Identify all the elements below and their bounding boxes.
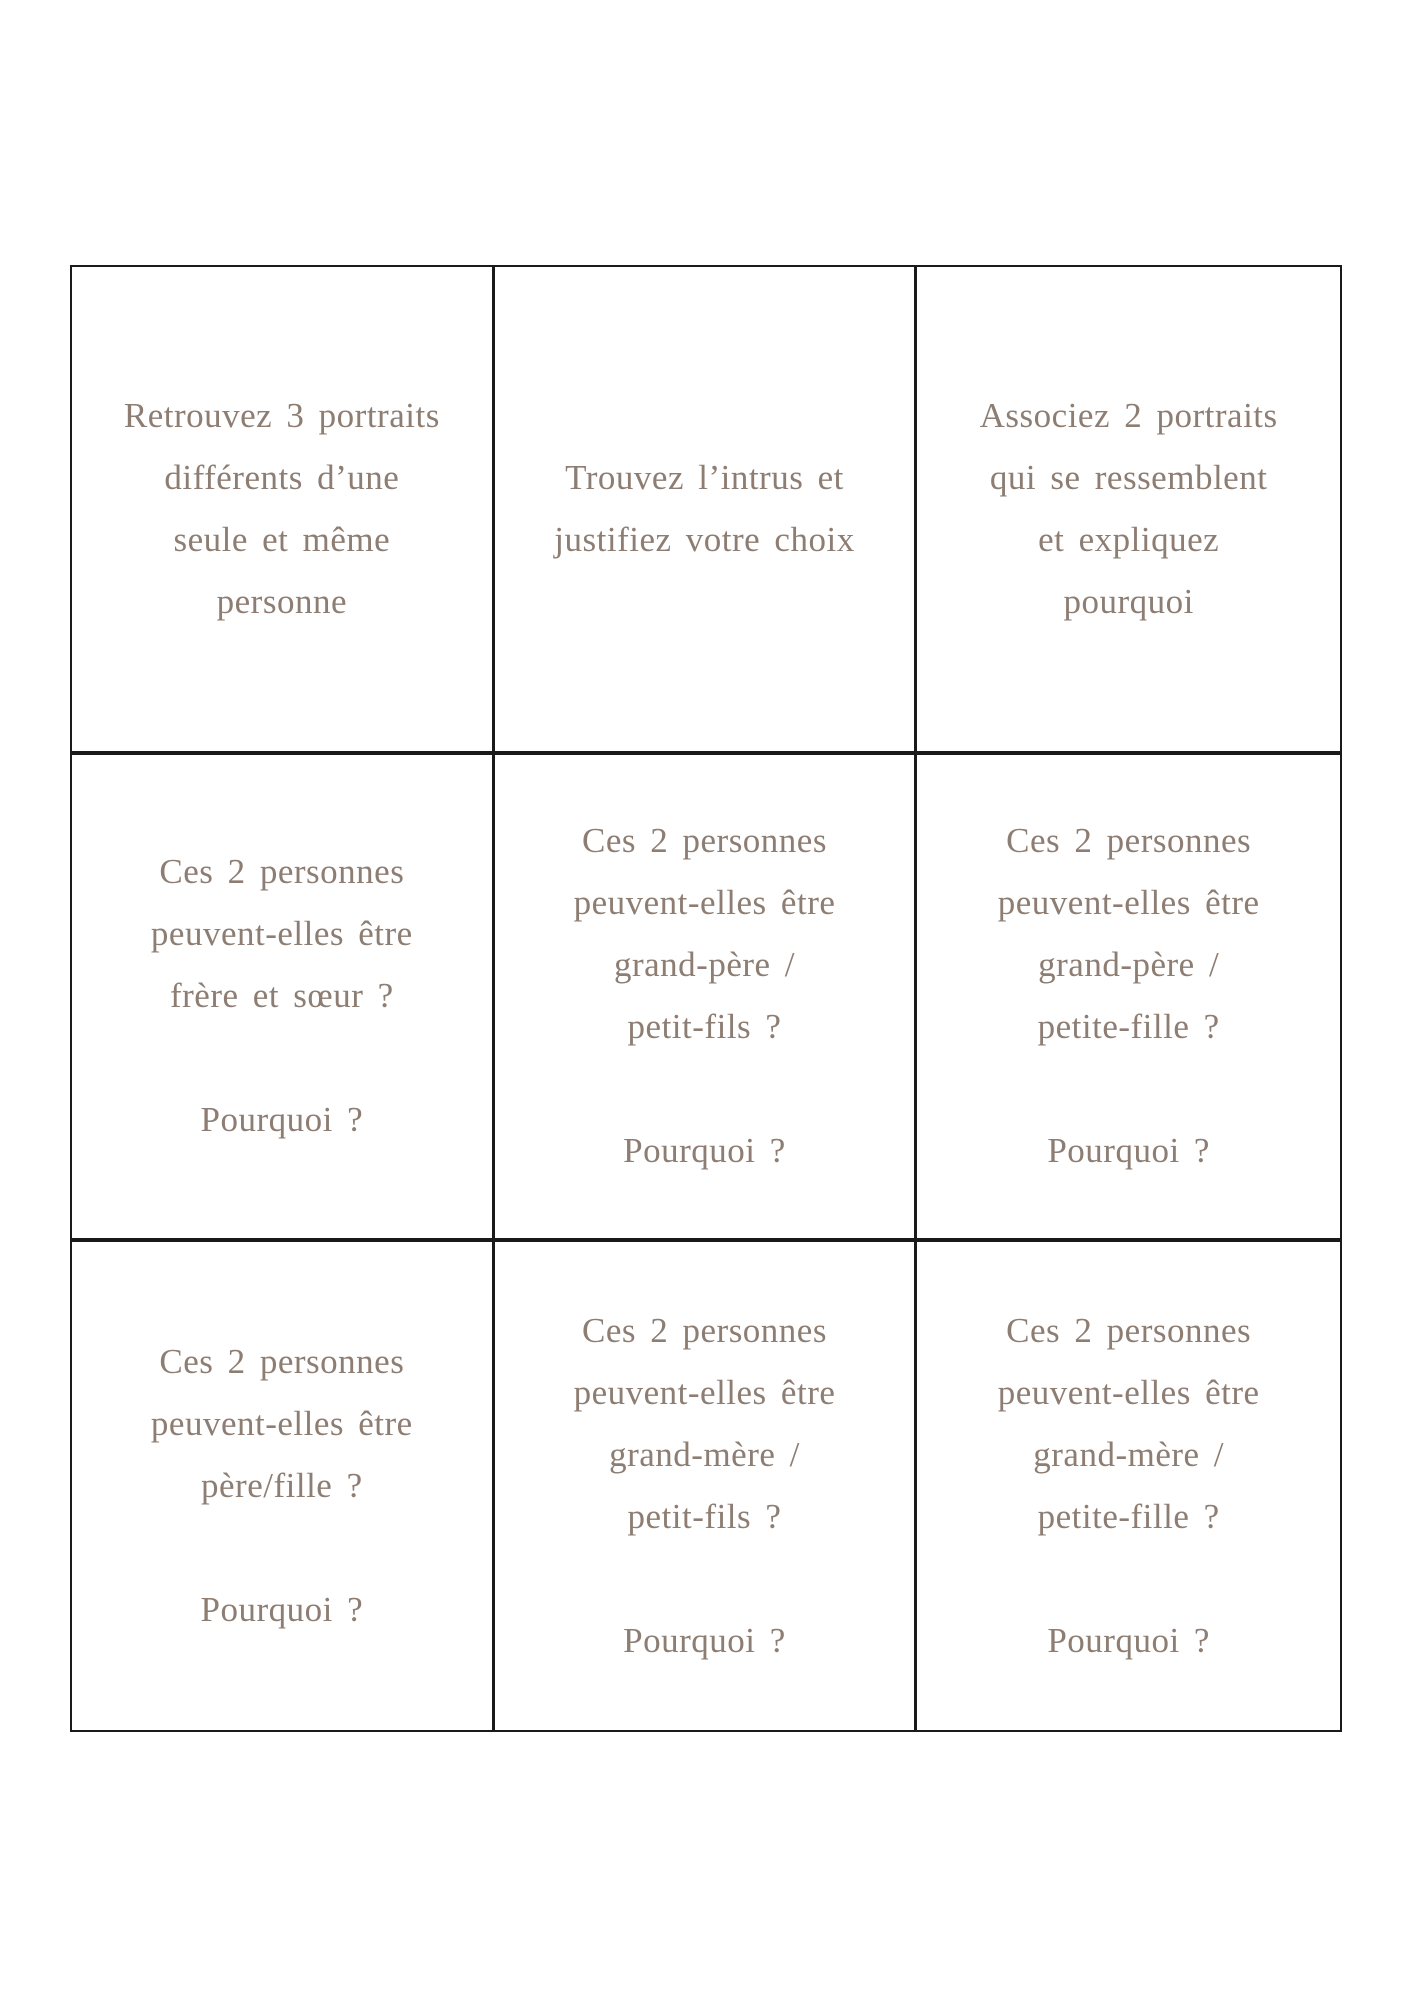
card xyxy=(495,755,918,1243)
card-text-line: petite-fille ? xyxy=(1037,1497,1220,1537)
card-text-line: peuvent-elles être xyxy=(997,883,1260,923)
card-text-line: peuvent-elles être xyxy=(573,883,836,923)
card-grid xyxy=(70,265,1342,1732)
card-text-line: et expliquez xyxy=(1038,519,1220,559)
card-text-line: Trouvez l’intrus et xyxy=(565,457,844,497)
card-text-line: Ces 2 personnes xyxy=(582,1311,827,1351)
card-text-line: petit-fils ? xyxy=(627,1497,782,1537)
pourquoi-label: Pourquoi ? xyxy=(200,1100,364,1140)
card-text-line: grand-père / xyxy=(613,945,796,985)
pourquoi-label: Pourquoi ? xyxy=(623,1621,786,1661)
card xyxy=(72,267,495,755)
card xyxy=(917,755,1340,1243)
card-text-line: peuvent-elles être xyxy=(997,1373,1260,1413)
card-text-line: petit-fils ? xyxy=(627,1007,782,1047)
card-text-line: Ces 2 personnes xyxy=(582,821,827,861)
card xyxy=(495,267,918,755)
card-text-line: Retrouvez 3 portraits xyxy=(123,395,440,435)
card xyxy=(917,1242,1340,1730)
card-text-line: Ces 2 personnes xyxy=(1006,1311,1252,1351)
card-text-line: Associez 2 portraits xyxy=(979,395,1278,435)
card-text-line: Ces 2 personnes xyxy=(159,852,405,892)
card-text-line: grand-mère / xyxy=(609,1435,800,1475)
card-text-line: personne xyxy=(216,581,347,621)
card xyxy=(495,1242,918,1730)
pourquoi-label: Pourquoi ? xyxy=(200,1590,364,1630)
card-text-line: justifiez votre choix xyxy=(554,519,855,559)
card-text-line: grand-père / xyxy=(1038,945,1220,985)
card-text-line: différents d’une xyxy=(164,457,400,497)
card-text-line: seule et même xyxy=(173,519,391,559)
card-text-line: frère et sœur ? xyxy=(170,976,394,1016)
card-text-line: qui se ressemblent xyxy=(989,457,1268,497)
card-text-line: peuvent-elles être xyxy=(150,914,413,954)
card xyxy=(72,1242,495,1730)
pourquoi-label: Pourquoi ? xyxy=(623,1131,786,1171)
card-text-line: Ces 2 personnes xyxy=(1006,821,1252,861)
card-text-line: pourquoi xyxy=(1063,581,1194,621)
card-text-line: petite-fille ? xyxy=(1037,1007,1220,1047)
card-text-line: père/fille ? xyxy=(201,1466,363,1506)
pourquoi-label: Pourquoi ? xyxy=(1047,1621,1210,1661)
pourquoi-label: Pourquoi ? xyxy=(1047,1131,1210,1171)
card-text-line: Ces 2 personnes xyxy=(159,1342,405,1382)
card-text-line: peuvent-elles être xyxy=(573,1373,836,1413)
card xyxy=(72,755,495,1243)
card-text-line: peuvent-elles être xyxy=(150,1404,413,1444)
card xyxy=(917,267,1340,755)
card-text-line: grand-mère / xyxy=(1033,1435,1225,1475)
